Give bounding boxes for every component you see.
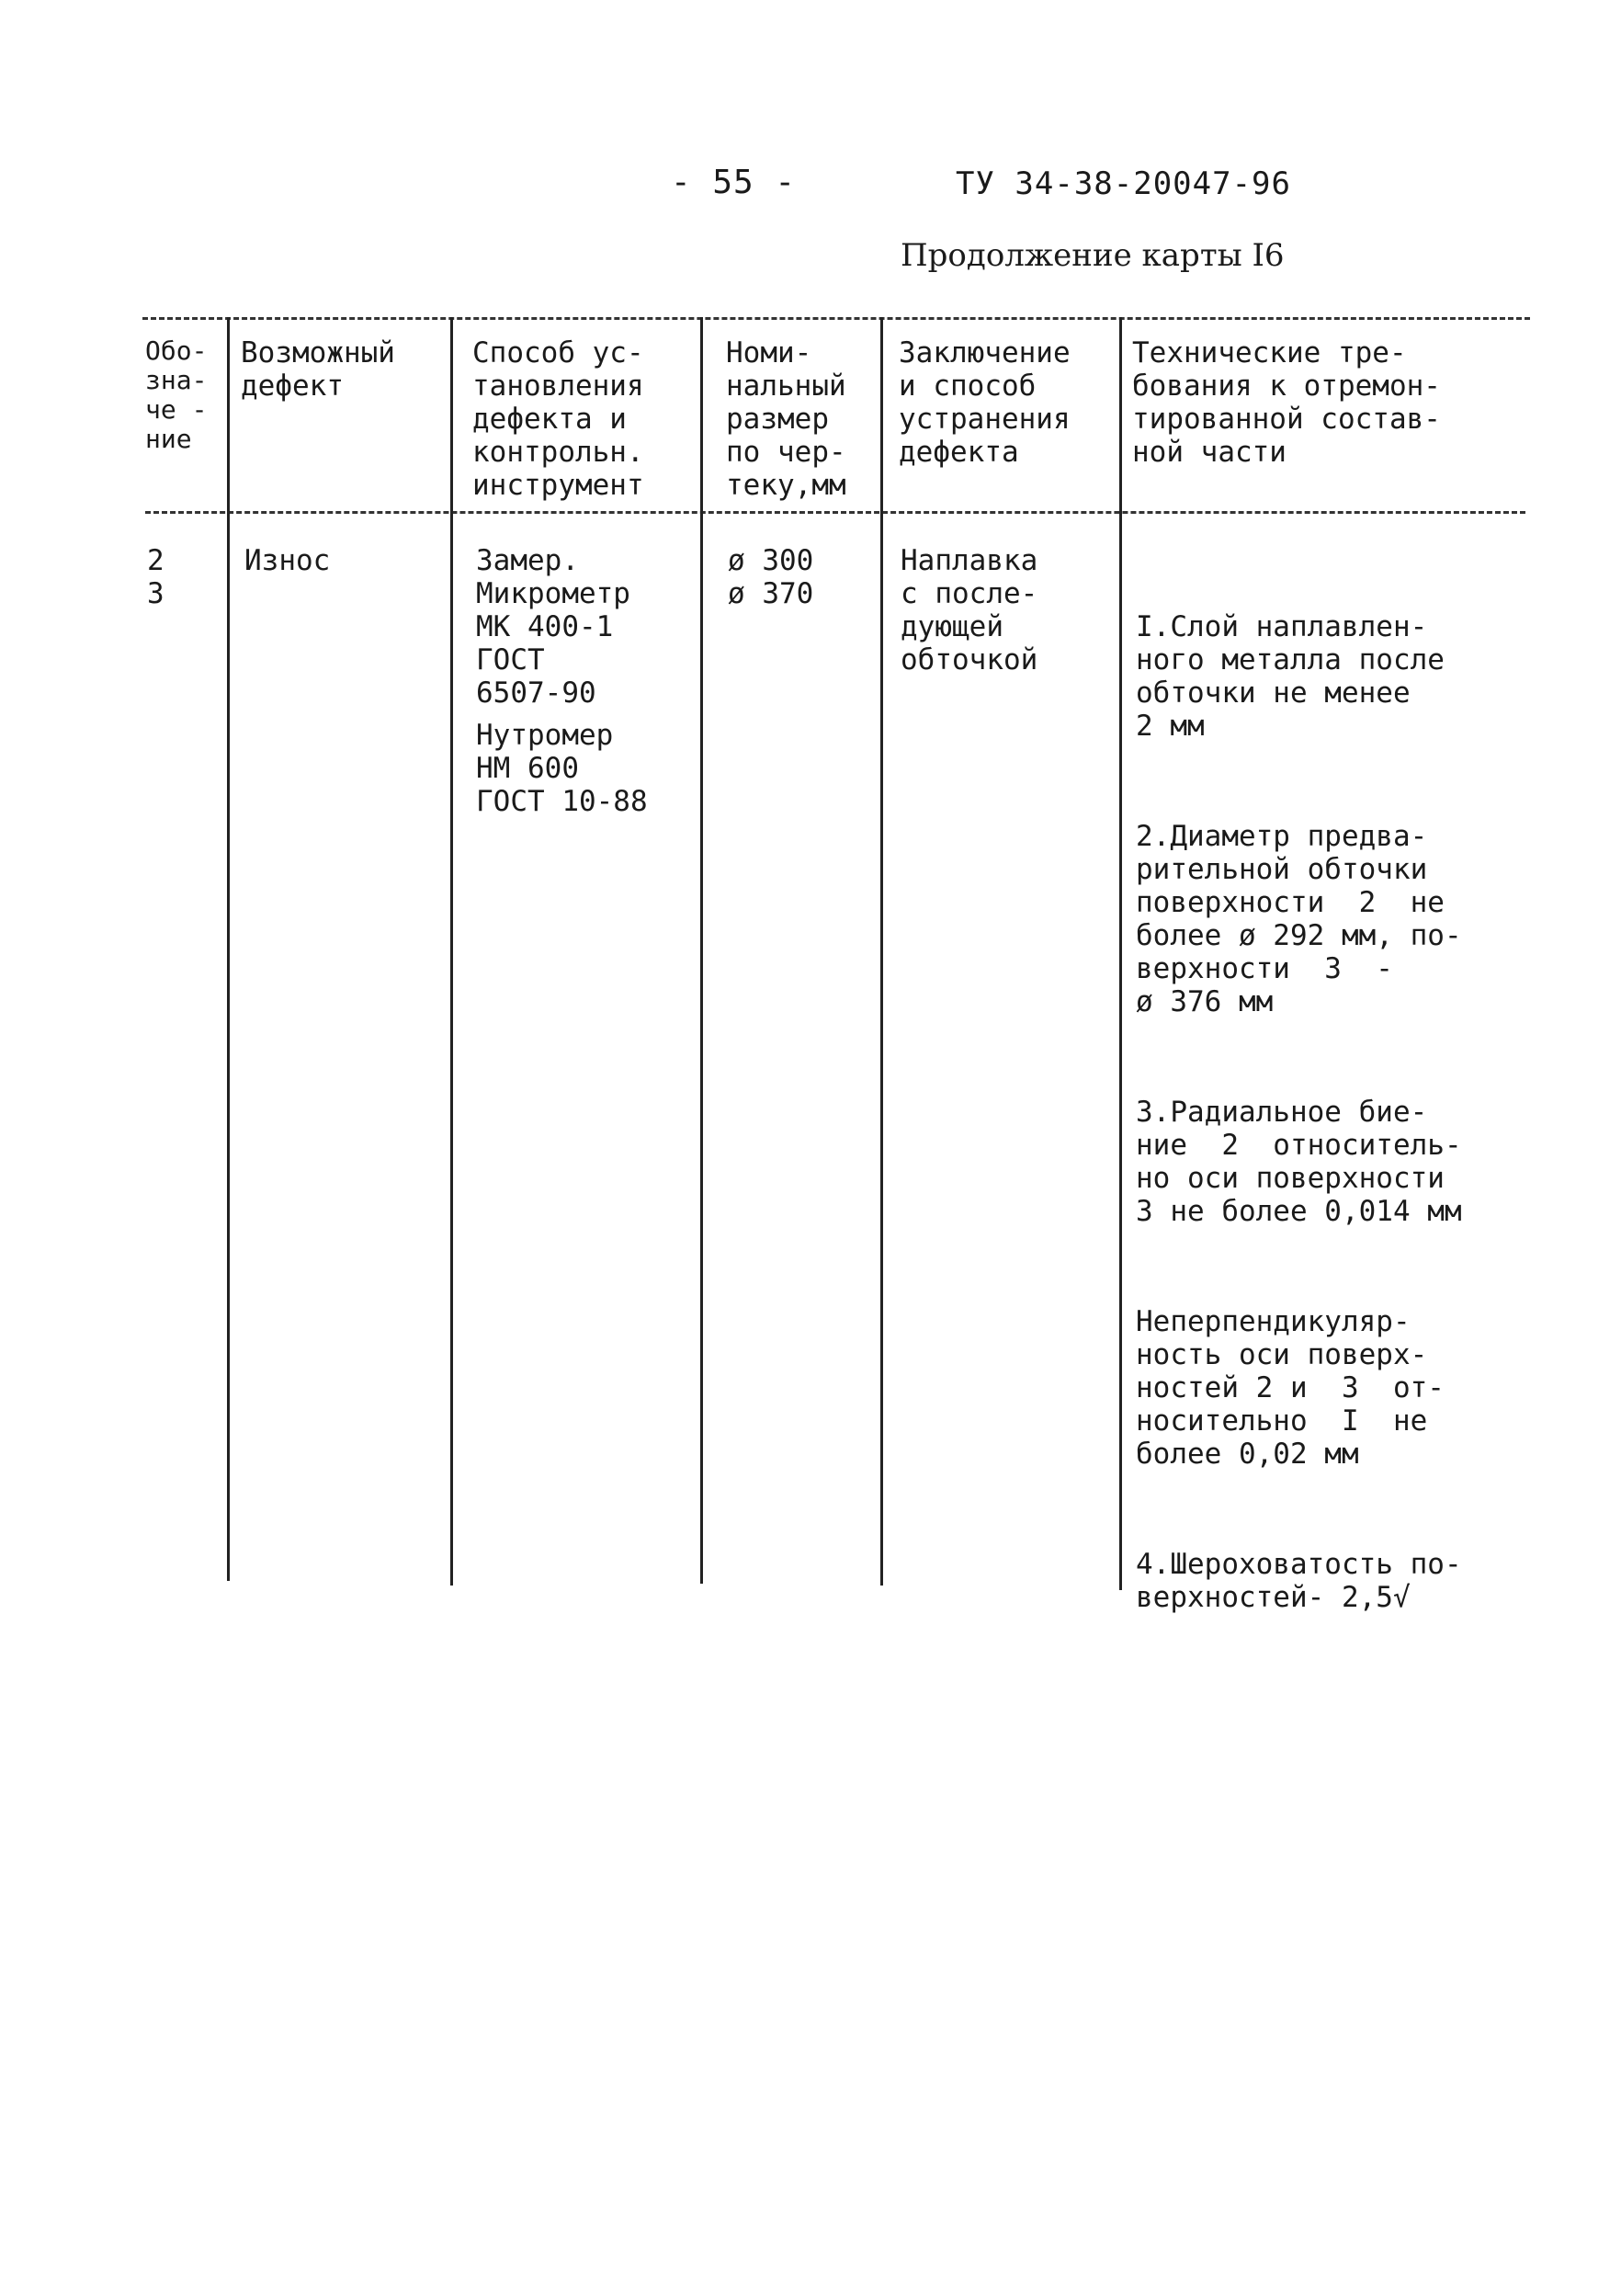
row-defect: Износ — [244, 544, 331, 577]
column-divider-2 — [450, 317, 453, 1586]
requirement-3: 3.Радиальное бие- ние 2 относитель- но оси поверхности 3 не более 0,014 мм — [1136, 1096, 1462, 1228]
column-header-requirements: Технические тре- бования к отремон- тированной состав- ной части — [1132, 336, 1441, 469]
row-designation: 2 3 — [147, 544, 164, 610]
row-requirements — [1136, 544, 1462, 1691]
requirement-3-perpendicularity: Неперпендикуляр- ность оси поверх- ностей 2 и 3 от- носительно I не более 0,02 мм — [1136, 1305, 1445, 1471]
continuation-title: Продолжение карты I6 — [901, 237, 1285, 274]
row-method-bore-gauge: Нутромер НМ 600 ГОСТ 10-88 — [476, 719, 648, 818]
document-code: ТУ 34-38-20047-96 — [956, 165, 1291, 202]
table-top-rule — [142, 317, 1530, 320]
column-header-designation: Обо- зна- че - ние — [145, 335, 208, 454]
row-nominal-size: ø 300 ø 370 — [728, 544, 814, 610]
column-header-defect: Возможный дефект — [241, 336, 395, 403]
column-header-method: Способ ус- тановления дефекта и контрольн. инструмент — [472, 336, 644, 502]
requirement-4: 4.Шероховатость по- верхностей- 2,5√ — [1136, 1548, 1462, 1614]
column-divider-4 — [880, 317, 883, 1586]
requirement-2: 2.Диаметр предва- рительной обточки поверхности 2 не более ø 292 мм, по- верхности 3 - ø 376 мм — [1136, 820, 1462, 1018]
column-header-conclusion: Заключение и способ устранения дефекта — [899, 336, 1071, 469]
row-method-micrometer: Замер. Микрометр МК 400-1 ГОСТ 6507-90 — [476, 544, 630, 710]
column-divider-5 — [1119, 317, 1122, 1590]
column-header-nominal-size: Номи- нальный размер по чер- теку,мм — [726, 336, 846, 502]
table-header-rule — [145, 511, 1525, 514]
requirement-1: I.Слой наплавлен- ного металла после обточки не менее 2 мм — [1136, 610, 1445, 743]
page-number: - 55 - — [671, 164, 797, 201]
column-divider-1 — [227, 317, 230, 1581]
row-conclusion: Наплавка с после- дующей обточкой — [901, 544, 1038, 676]
column-divider-3 — [700, 317, 703, 1584]
